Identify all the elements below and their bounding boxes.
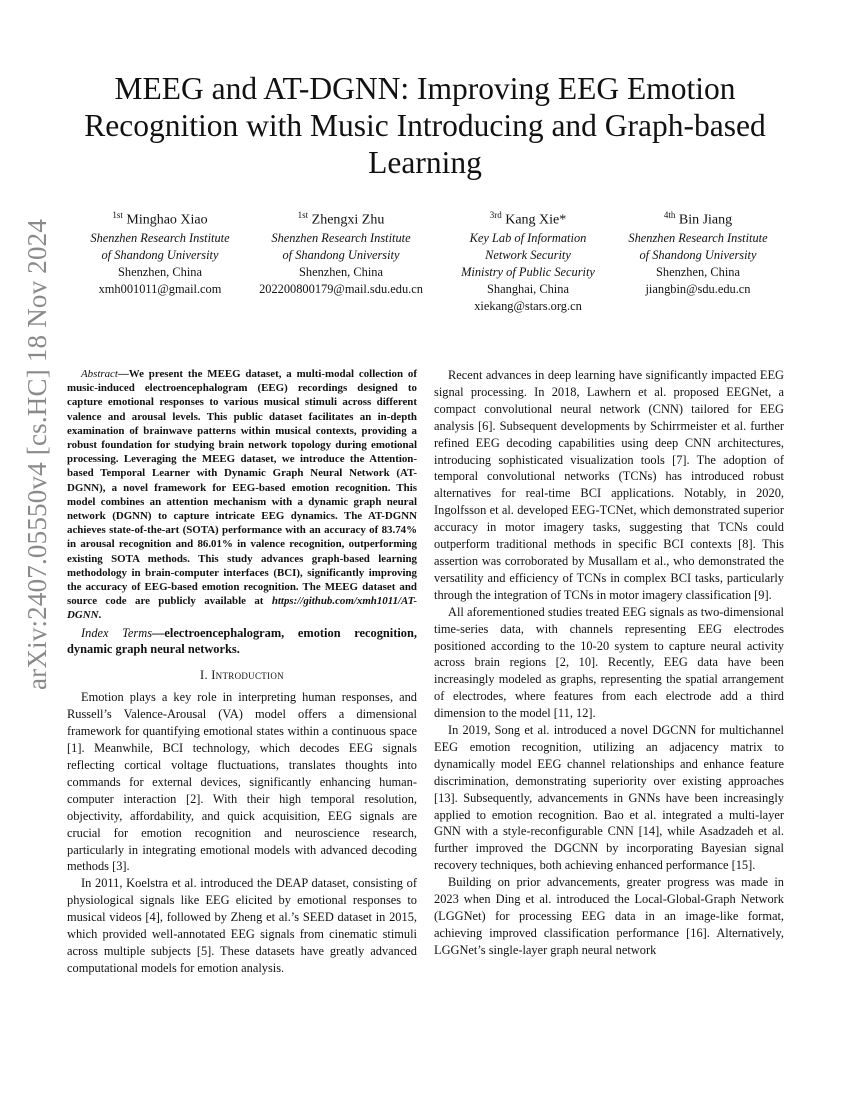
- left-column: [67, 367, 417, 977]
- body-paragraph: Recent advances in deep learning have significantly impacted EEG signal processing. In 2018, Lawhern et al. proposed EEGNet, a compact convolutional neural network (CNN) tailored for EEG analysis [6]. Subsequent developments by Schirrmeister et al. further refined EEG decoding capabilities using deep CNN architectures, introducing sophisticated visualization tools [7]. The adoption of temporal convolutional networks (TCNs) has introduced robust alternatives for real-time BCI applications. Notably, in 2020, Ingolfsson et al. developed EEG-TCNet, which demonstrated superior accuracy in motor imagery tasks, suggesting that TCNs could outperform traditional methods in specific BCI contexts [8]. This assertion was corroborated by Musallam et al., who demonstrated the versatility and efficiency of TCNs in complex BCI tasks, particularly through the integration of TCNs in motor imagery classification [9].: [434, 368, 784, 602]
- author-affiliation: Shenzhen Research Institute: [90, 230, 230, 245]
- body-paragraph: All aforementioned studies treated EEG signals as two-dimensional time-series data, with channels representing EEG electrodes positioned according to the 10-20 system to capture neural activity across brain regions [2, 10]. Recently, EEG data have been increasingly modeled as graphs, representing the spatial arrangement of electrodes, where features from each electrode add a third dimension to the model [11, 12].: [434, 604, 784, 721]
- repository-link[interactable]: https://github.com/xmh1011/AT-DGNN: [67, 595, 417, 622]
- author-name: Bin Jiang: [678, 212, 733, 228]
- paper-title: MEEG and AT-DGNN: Improving EEG Emotion Recognition with Music Introducing and Graph-based Learning: [84, 71, 766, 180]
- index-terms-text: electroencephalogram, emotion recognition, dynamic graph neural networks.: [67, 625, 417, 657]
- author-email: xmh001011@gmail.com: [98, 282, 222, 297]
- author-affiliation: Ministry of Public Security: [461, 265, 595, 280]
- arxiv-identifier: arXiv:2407.05550v4 [cs.HC] 18 Nov 2024: [22, 218, 52, 690]
- author-affiliation: Shenzhen Research Institute: [271, 230, 411, 245]
- author-affiliation: Key Lab of Information: [469, 230, 587, 245]
- body-paragraph: In 2011, Koelstra et al. introduced the DEAP dataset, consisting of physiological signals like EEG elicited by emotional responses to musical videos [4], followed by Zheng et al.’s SEED dataset in 2015, which provided well-annotated EEG signals from cinematic stimuli across multiple subjects [5]. These datasets have greatly advanced computational models for emotion analysis.: [67, 876, 417, 975]
- author-1: $^{1st}$ Minghao Xiao Shenzhen Research Institute of Shandong University Shenzhen, China xmh001011@gmail.com: [70, 206, 250, 298]
- author-3: $^{3rd}$ Kang Xie* Key Lab of Information Network Security Ministry of Public Security Shanghai, China xiekang@stars.org.cn: [438, 206, 618, 316]
- author-location: Shenzhen, China: [656, 265, 740, 280]
- body-paragraph: Emotion plays a key role in interpreting human responses, and Russell’s Valence-Arousal (VA) model offers a dimensional framework for quantifying emotional states within a continuous space [1]. Meanwhile, BCI technology, which decodes EEG signals reflecting cortical voltage fluctuations, translates thoughts into commands for external devices, significantly enhancing human-computer interaction [2]. With their high temporal resolution, objectivity, affordability, and quick acquisition, EEG signals are crucial for emotion recognition and neuroscience research, particularly in integrating emotional models with advanced decoding methods [3].: [67, 690, 417, 874]
- index-terms-label: Index Terms: [81, 625, 153, 640]
- author-block: [70, 206, 790, 316]
- author-name: Kang Xie*: [505, 212, 567, 228]
- abstract-text: We present the MEEG dataset, a multi-modal collection of music-induced electroencephalogram (EEG) recordings designed to capture emotional responses to various musical stimuli across different valence and arousal levels. This public dataset facilitates an in-depth examination of brainwave patterns within musical contexts, providing a robust foundation for studying brain network topology during emotional processing. Leveraging the MEEG dataset, we introduce the Attention-based Temporal Learner with Dynamic Graph Neural Network (AT-DGNN), a novel framework for EEG-based emotion recognition. This model combines an attention mechanism with a dynamic graph neural network (DGNN) to capture intricate EEG dynamics. The AT-DGNN achieves state-of-the-art (SOTA) performance with an accuracy of 83.74% in arousal recognition and 86.01% in valence recognition, outperforming existing SOTA methods. This study advances graph-based learning methodology in brain-computer interfaces (BCI), significantly improving the accuracy of EEG-based emotion recognition. The MEEG dataset and source code are publicly available at: [67, 368, 417, 608]
- section-heading: I. Introduction: [200, 668, 284, 683]
- author-affiliation: of Shandong University: [282, 247, 400, 262]
- author-name: Zhengxi Zhu: [311, 212, 385, 228]
- right-column: [434, 367, 784, 959]
- body-paragraph: In 2019, Song et al. introduced a novel DGCNN for multichannel EEG emotion recognition, utilizing an adjacency matrix to dynamically model EEG channel relationships and enhance feature discrimination, demonstrating superiority over existing approaches [13]. Subsequently, advancements in GNNs have been increasingly applied to emotion recognition. Bao et al. integrated a multi-layer GNN with a style-reconfigurable CNN [14], while Asadzadeh et al. further improved the DGCNN by incorporating Bayesian signal recovery techniques, both achieving enhanced performance [15].: [434, 723, 784, 873]
- abstract: Abstract—We present the MEEG dataset, a multi-modal collection of music-induced electroencephalogram (EEG) recordings designed to capture emotional responses to various musical stimuli across different valence and arousal levels. This public dataset facilitates an in-depth examination of brainwave patterns within musical contexts, providing a robust foundation for studying brain network topology during emotional processing. Leveraging the MEEG dataset, we introduce the Attention-based Temporal Learner with Dynamic Graph Neural Network (AT-DGNN), a novel framework for EEG-based emotion recognition. This model combines an attention mechanism with a dynamic graph neural network (DGNN) to capture intricate EEG dynamics. The AT-DGNN achieves state-of-the-art (SOTA) performance with an accuracy of 83.74% in arousal recognition and 86.01% in valence recognition, outperforming existing SOTA methods. This study advances graph-based learning methodology in brain-computer interfaces (BCI), significantly improving the accuracy of EEG-based emotion recognition. The MEEG dataset and source code are publicly available at https://github.com/xmh1011/AT-DGNN.: [67, 368, 417, 622]
- author-affiliation: of Shandong University: [639, 247, 757, 262]
- author-email: 202200800179@mail.sdu.edu.cn: [259, 282, 423, 297]
- author-affiliation: Network Security: [485, 247, 571, 262]
- body-paragraph: Building on prior advancements, greater progress was made in 2023 when Ding et al. introduced the Local-Global-Graph Network (LGGNet) for processing EEG data in an image-like format, achieving improved classification performance [16]. Alternatively, LGGNet’s single-layer graph neural network: [434, 875, 784, 957]
- author-2: $^{1st}$ Zhengxi Zhu Shenzhen Research Institute of Shandong University Shenzhen, China 202200800179@mail.sdu.edu.cn: [248, 206, 434, 298]
- author-email: jiangbin@sdu.edu.cn: [645, 282, 751, 297]
- author-location: Shenzhen, China: [118, 265, 202, 280]
- index-terms: Index Terms—electroencephalogram, emotion recognition, dynamic graph neural networks.: [67, 625, 417, 657]
- abstract-label: Abstract: [81, 368, 118, 380]
- author-location: Shanghai, China: [487, 282, 569, 297]
- author-affiliation: of Shandong University: [101, 247, 219, 262]
- author-email: xiekang@stars.org.cn: [474, 299, 582, 314]
- author-affiliation: Shenzhen Research Institute: [628, 230, 768, 245]
- author-name: Minghao Xiao: [126, 212, 208, 228]
- author-location: Shenzhen, China: [299, 265, 383, 280]
- author-4: $^{4th}$ Bin Jiang Shenzhen Research Institute of Shandong University Shenzhen, China jiangbin@sdu.edu.cn: [608, 206, 788, 298]
